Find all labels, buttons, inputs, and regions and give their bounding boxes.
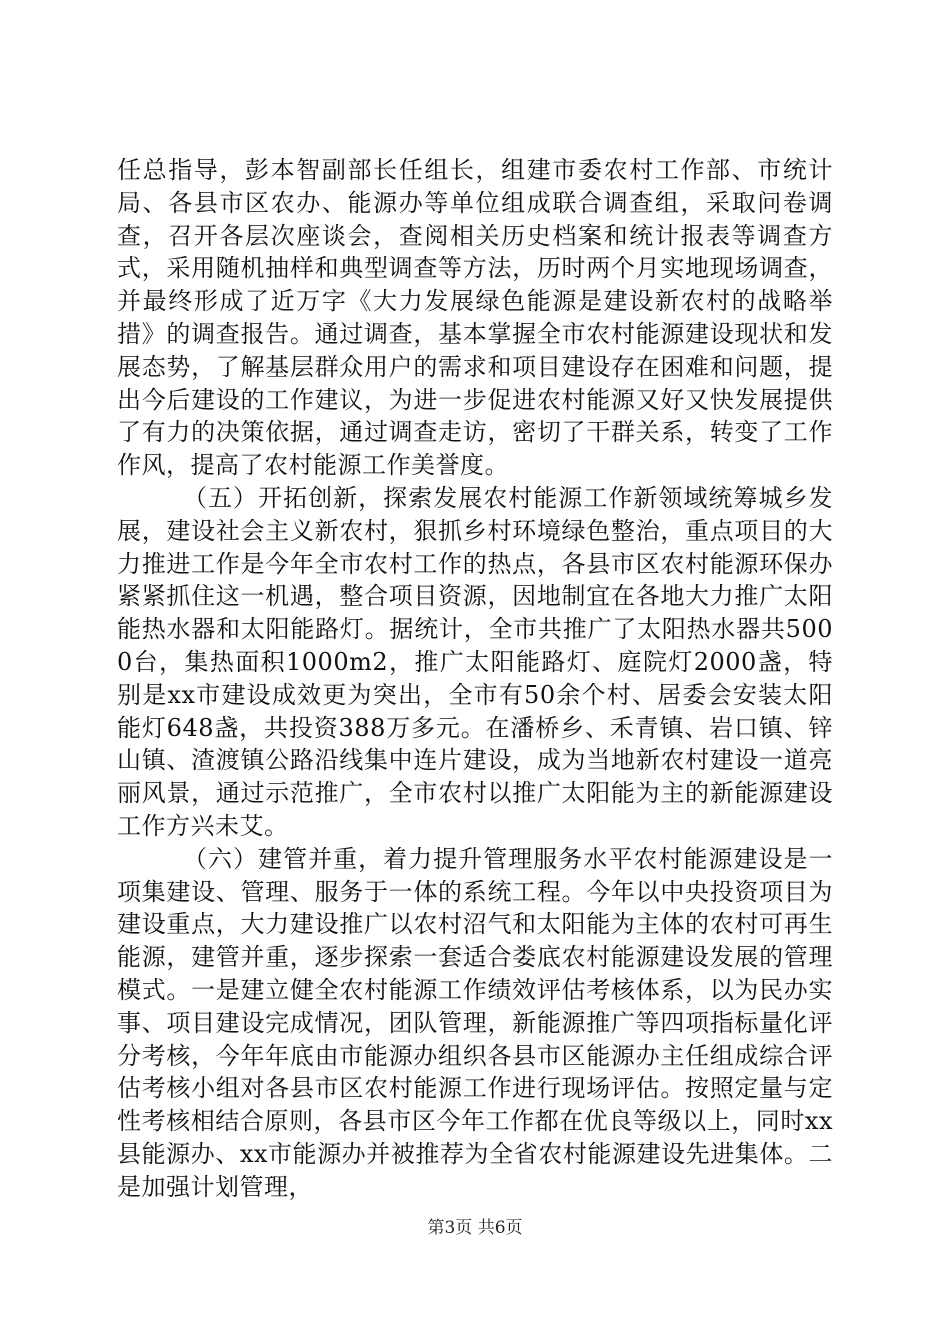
page-footer-number: 第3页 共6页 [427,1218,523,1238]
document-body [117,154,833,1204]
paragraph-section-six: （六）建管并重，着力提升管理服务水平农村能源建设是一项集建设、管理、服务于一体的系统工程。今年以中央投资项目为建设重点，大力建设推广以农村沼气和太阳能为主体的农村可再生能源，建管并重，逐步探索一套适合娄底农村能源建设发展的管理模式。一是建立健全农村能源工作绩效评估考核体系，以为民办实事、项目建设完成情况，团队管理，新能源推广等四项指标量化评分考核，今年年底由市能源办组织各县市区能源办主任组成综合评估考核小组对各县市区农村能源工作进行现场评估。按照定量与定性考核相结合原则，各县市区今年工作都在优良等级以上，同时xx县能源办、xx市能源办并被推荐为全省农村能源建设先进集体。二是加强计划管理， [117,844,833,1201]
paragraph-section-five: （五）开拓创新，探索发展农村能源工作新领域统筹城乡发展，建设社会主义新农村，狠抓乡村环境绿色整治，重点项目的大力推进工作是今年全市农村工作的热点，各县市区农村能源环保办紧紧抓住这一机遇，整合项目资源，因地制宜在各地大力推广太阳能热水器和太阳能路灯。据统计，全市共推广了太阳热水器共5000台，集热面积1000m2，推广太阳能路灯、庭院灯2000盏，特别是xx市建设成效更为突出，全市有50余个村、居委会安装太阳能灯648盏，共投资388万多元。在潘桥乡、禾青镇、岩口镇、锌山镇、渣渡镇公路沿线集中连片建设，成为当地新农村建设一道亮丽风景，通过示范推广，全市农村以推广太阳能为主的新能源建设工作方兴未艾。 [117,483,833,840]
paragraph-survey-report: 任总指导，彭本智副部长任组长，组建市委农村工作部、市统计局、各县市区农办、能源办等单位组成联合调查组，采取问卷调查，召开各层次座谈会，查阅相关历史档案和统计报表等调查方式，采用随机抽样和典型调查等方法，历时两个月实地现场调查，并最终形成了近万字《大力发展绿色能源是建设新农村的战略举措》的调查报告。通过调查，基本掌握全市农村能源建设现状和发展态势，了解基层群众用户的需求和项目建设存在困难和问题，提出今后建设的工作建议，为进一步促进农村能源又好又快发展提供了有力的决策依据，通过调查走访，密切了干群关系，转变了工作作风，提高了农村能源工作美誉度。 [117,156,833,480]
